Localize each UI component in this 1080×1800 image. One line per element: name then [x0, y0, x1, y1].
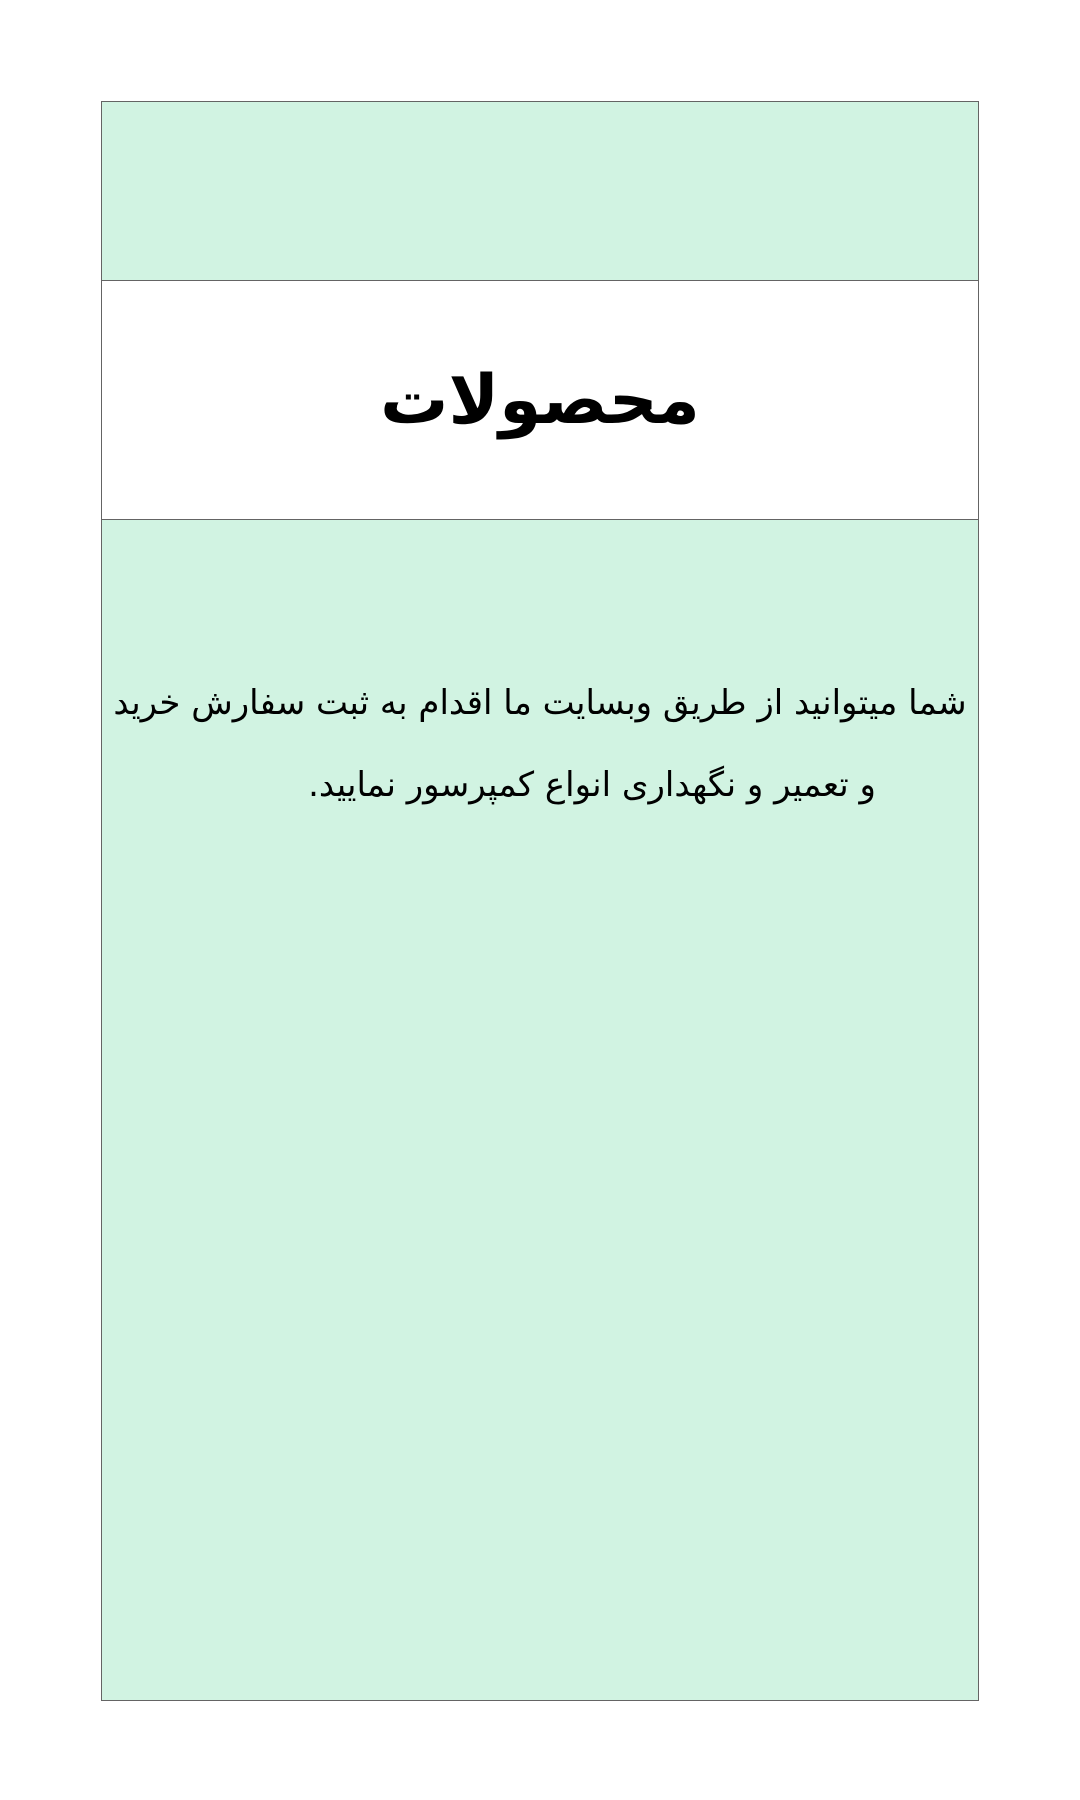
description-line: شما میتوانید از طریق وبسایت ما اقدام به ثبت سفارش خرید — [113, 683, 967, 723]
products-title-section — [101, 280, 979, 520]
page-title: محصولات — [380, 360, 700, 440]
top-banner-section — [101, 101, 979, 281]
description-line: و تعمیر و نگهداری انواع کمپرسور نمایید. — [308, 765, 876, 805]
products-description-section — [101, 519, 979, 1701]
products-description — [102, 662, 978, 826]
page-container — [101, 101, 979, 1701]
